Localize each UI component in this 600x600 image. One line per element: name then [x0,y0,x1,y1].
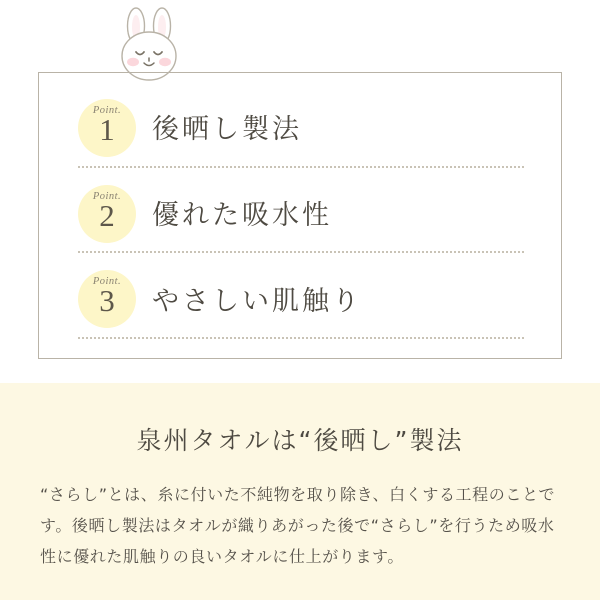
description-text: “さらし”とは、糸に付いた不純物を取り除き、白くする工程のことです。後晒し製法はタオルが織りあがった後で“さらし”を行うため吸水性に優れた肌触りの良いタオルに仕上がります。 [40,485,556,566]
list-item [78,180,524,254]
point-badge [78,99,136,157]
point-badge [78,270,136,328]
badge-number: 2 [99,197,115,233]
badge-label: Point. [92,104,122,116]
list-item [78,94,524,168]
badge-label: Point. [92,190,122,202]
badge-number: 3 [99,283,115,319]
feature-list [38,72,562,359]
list-item [78,265,524,339]
page-title: 泉州タオルは“後晒し”製法 [136,426,464,455]
feature-text: 後晒し製法 [152,114,302,146]
feature-text: 優れた吸水性 [152,200,332,231]
badge-number: 1 [99,111,115,147]
point-badge [78,185,136,243]
feature-text: やさしい肌触り [152,285,362,317]
description-section [0,383,600,600]
badge-label: Point. [92,276,122,288]
